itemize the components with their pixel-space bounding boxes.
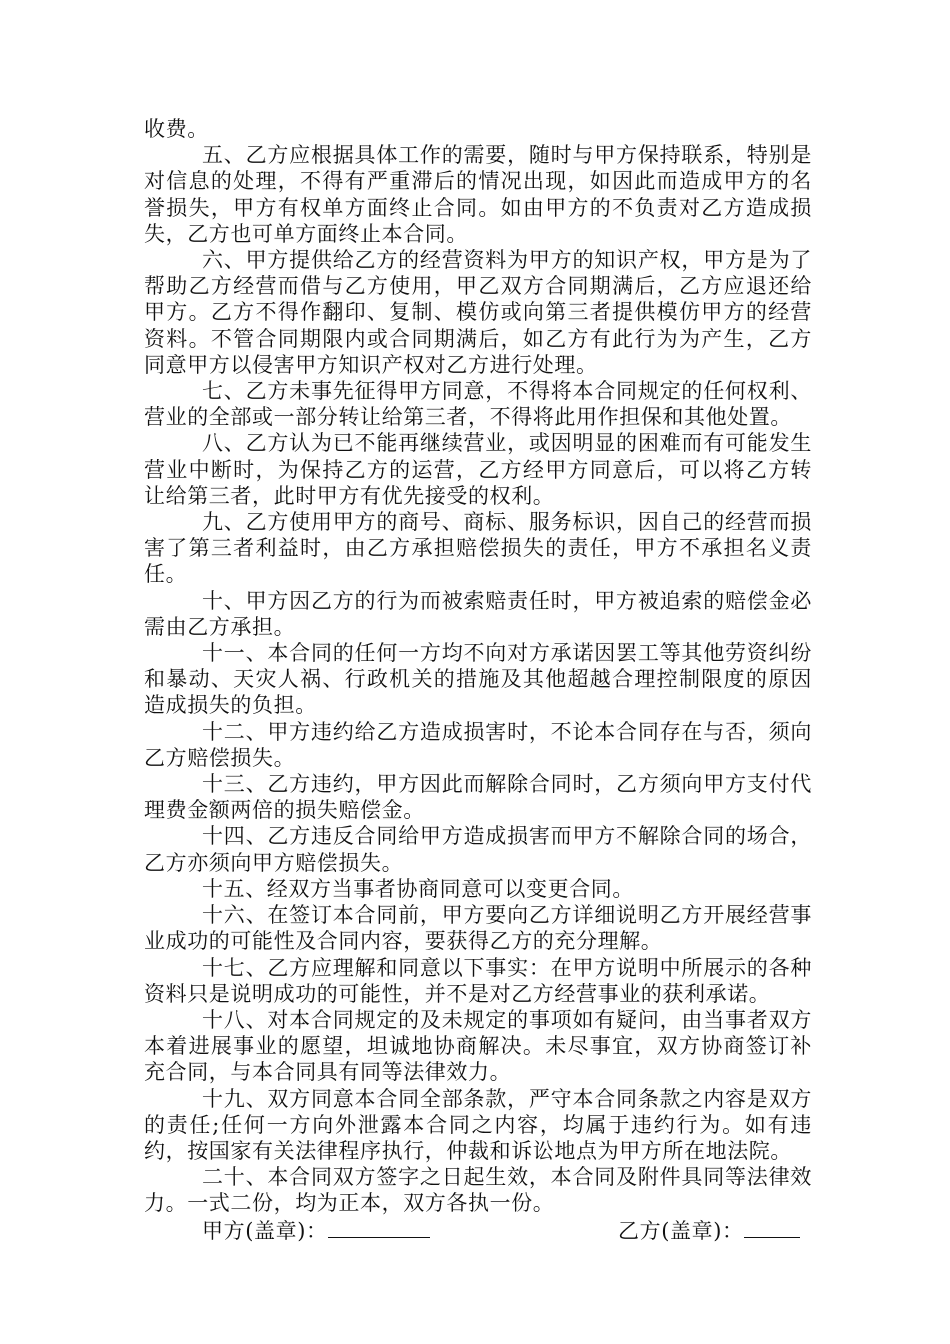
party-b-seal-blank [744, 1217, 800, 1238]
clause-16: 十六、在签订本合同前，甲方要向乙方详细说明乙方开展经营事业成功的可能性及合同内容，要获得乙方的充分理解。 [144, 903, 812, 954]
contract-body [144, 116, 812, 1244]
clause-8: 八、乙方认为已不能再继续营业，或因明显的困难而有可能发生营业中断时，为保持乙方的运营，乙方经甲方同意后，可以将乙方转让给第三者，此时甲方有优先接受的权利。 [144, 431, 812, 508]
clause-5: 五、乙方应根据具体工作的需要，随时与甲方保持联系，特别是对信息的处理，不得有严重滞后的情况出现，如因此而造成甲方的名誉损失，甲方有权单方面终止合同。如由甲方的不负责对乙方造成损失，乙方也可单方面终止本合同。 [144, 143, 812, 246]
paragraph-continuation: 收费。 [144, 117, 209, 141]
party-a-seal-blank [328, 1217, 430, 1238]
clause-20: 二十、本合同双方签字之日起生效，本合同及附件具同等法律效力。一式二份，均为正本，双方各执一份。 [144, 1165, 812, 1216]
clause-18: 十八、对本合同规定的及未规定的事项如有疑问，由当事者双方本着进展事业的愿望，坦诚地协商解决。未尽事宜，双方协商签订补充合同，与本合同具有同等法律效力。 [144, 1007, 812, 1085]
clause-10: 十、甲方因乙方的行为而被索赔责任时，甲方被追索的赔偿金必需由乙方承担。 [144, 588, 812, 639]
party-b-signature [618, 1217, 800, 1244]
signature-row [144, 1217, 812, 1244]
clause-19: 十九、双方同意本合同全部条款，严守本合同条款之内容是双方的责任;任何一方向外泄露本合同之内容，均属于违约行为。如有违约，按国家有关法律程序执行，仲裁和诉讼地点为甲方所在地法院。 [144, 1086, 812, 1163]
party-a-signature [202, 1217, 430, 1244]
clause-12: 十二、甲方违约给乙方造成损害时，不论本合同存在与否，须向乙方赔偿损失。 [144, 719, 812, 770]
clause-15: 十五、经双方当事者协商同意可以变更合同。 [202, 876, 634, 901]
clause-9: 九、乙方使用甲方的商号、商标、服务标识，因自己的经营而损害了第三者利益时，由乙方承担赔偿损失的责任，甲方不承担名义责任。 [144, 510, 812, 587]
clause-17: 十七、乙方应理解和同意以下事实：在甲方说明中所展示的各种资料只是说明成功的可能性，并不是对乙方经营事业的获利承诺。 [144, 955, 812, 1006]
clause-13: 十三、乙方违约，甲方因此而解除合同时，乙方须向甲方支付代理费金额两倍的损失赔偿金。 [144, 772, 812, 823]
party-a-label: 甲方(盖章)： [202, 1218, 328, 1243]
clause-14: 十四、乙方违反合同给甲方造成损害而甲方不解除合同的场合，乙方亦须向甲方赔偿损失。 [144, 824, 812, 875]
clause-11: 十一、本合同的任何一方均不向对方承诺因罢工等其他劳资纠纷和暴动、天灾人祸、行政机关的措施及其他超越合理控制限度的原因造成损失的负担。 [144, 641, 812, 718]
clause-6: 六、甲方提供给乙方的经营资料为甲方的知识产权，甲方是为了帮助乙方经营而借与乙方使用，甲乙双方合同期满后，乙方应退还给甲方。乙方不得作翻印、复制、模仿或向第三者提供模仿甲方的经营资料。不管合同期限内或合同期满后，如乙方有此行为为产生，乙方同意甲方以侵害甲方知识产权对乙方进行处理。 [144, 248, 812, 377]
clause-7: 七、乙方未事先征得甲方同意，不得将本合同规定的任何权利、营业的全部或一部分转让给第三者，不得将此用作担保和其他处置。 [144, 379, 812, 430]
party-b-label: 乙方(盖章)： [618, 1218, 744, 1243]
